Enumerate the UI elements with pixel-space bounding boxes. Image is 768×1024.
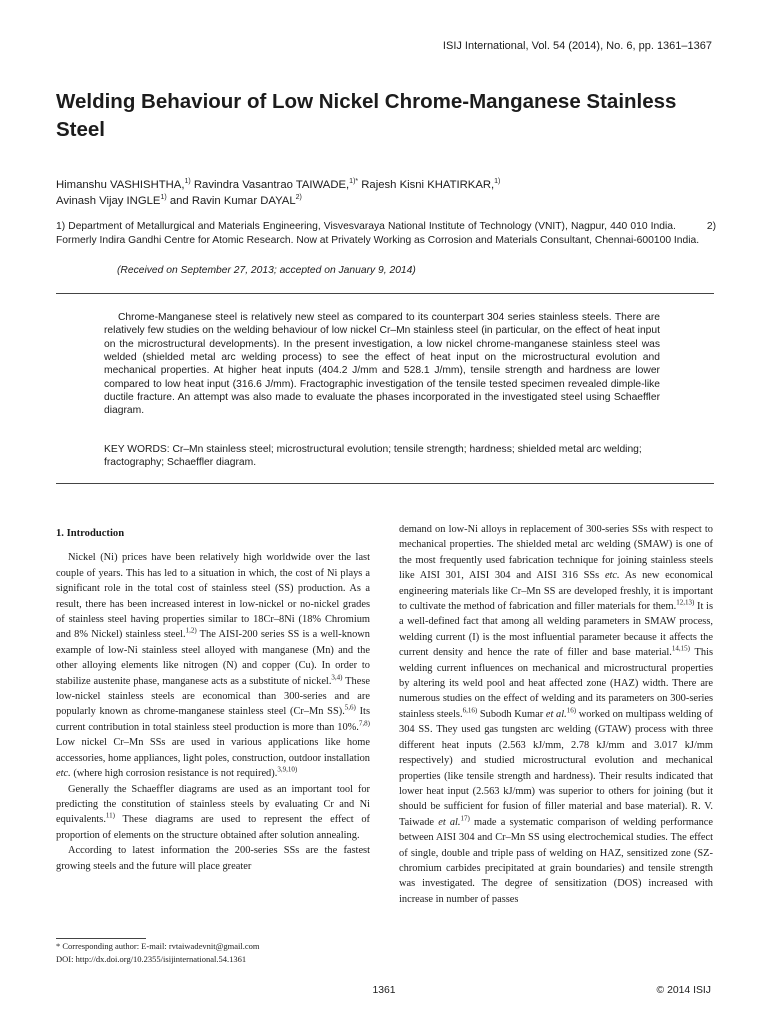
key-words: KEY WORDS: Cr–Mn stainless steel; microstructural evolution; tensile strength; hardness; shielded metal arc welding; fractography; Schaeffler diagram. xyxy=(104,444,642,469)
footnote-rule xyxy=(56,938,146,939)
corresponding-author-note: * Corresponding author: E-mail: rvtaiwadevnit@gmail.com xyxy=(56,941,260,951)
paragraph xyxy=(56,550,370,781)
page-number: 1361 xyxy=(372,985,396,996)
italic-text: etc. xyxy=(56,768,71,780)
paragraph-text: These diagrams are used to represent the effect of proportion of elements on the structure obtained after solution annealing. xyxy=(56,814,370,841)
abstract-bottom-rule xyxy=(56,483,714,484)
left-column xyxy=(56,522,370,874)
paragraph-text: The AISI-200 series SS is a well-known example of low-Ni stainless steel alloyed with manganese (Mn) and the other alloying elements like nitrogen (N) and copper (Cu). In order to stabilize austenite phase, manganese acts as a substitute of nickel. xyxy=(56,629,371,687)
citation: 17) xyxy=(460,814,470,823)
affiliation-mark: 1)* xyxy=(349,178,359,186)
author-name: and Ravin Kumar DAYAL xyxy=(166,195,296,207)
received-dates: (Received on September 27, 2013; accepted on January 9, 2014) xyxy=(117,265,416,276)
paragraph-text: Nickel (Ni) prices have been relatively high worldwide over the last couple of years. This has led to a situation in which, the cost of Ni plays a significant role in the total cost of stainless steel (SS) production. As a result, there has been increased interest in low-nickel or no-nickel grades of stainless steel having properties similar to 18Cr–8Ni (18% Chromium and 8% Nickel) stainless steel. xyxy=(56,552,370,641)
paragraph-text: Generally the Schaeffler diagrams are used as an important tool for predicting the constitution of stainless steels by evaluating Cr and Ni equivalents. xyxy=(56,783,370,826)
paragraph-text: made a systematic comparison of welding performance between AISI 304 and Cr–Mn SS using electrochemical studies. The effect of single, double and triple pass of welding on HAZ, sensitized zone (SZ-chromium carbides precipitated at grain boundaries) and tensile strength was investigated. The degree of sensitization (DOS) increased with increase in number of passes xyxy=(399,816,714,905)
paper-title: Welding Behaviour of Low Nickel Chrome-Manganese Stainless Steel xyxy=(56,90,677,141)
section-heading-introduction: 1. Introduction xyxy=(56,528,125,539)
citation: 3,9,10) xyxy=(277,765,298,774)
paragraph xyxy=(56,782,370,844)
abstract: Chrome-Manganese steel is relatively new steel as compared to its counterpart 304 series stainless steels. There are relatively few studies on the welding behaviour of low nickel Cr–Mn stainless steel (in particular, on the effect of heat input on the microstructural developments). In the present investigation, a low nickel chrome-manganese stainless steel was welded (shielded metal arc welding process) to see the effect of heat input on the microstructural evolution and mechanical properties. At higher heat inputs (404.2 J/mm and 528.1 J/mm), tensile strength and hardness are lower compared to low heat input (316.6 J/mm). Fractographic investigation of the tensile tested specimen revealed dimple-like ductile fracture. An attempt was also made to evaluate the phases incorporated in the investigated steel using Schaeffler diagram. xyxy=(104,312,660,417)
affiliation-mark: 1) xyxy=(494,178,501,186)
citation: 6,16) xyxy=(462,706,478,715)
italic-text: etc. xyxy=(604,570,620,582)
footnotes xyxy=(56,940,370,966)
author-list xyxy=(56,177,716,209)
affiliation-mark: 1) xyxy=(184,178,191,186)
citation: 12,13) xyxy=(676,598,695,607)
paragraph-text: Subodh Kumar xyxy=(477,708,546,720)
citation: 16) xyxy=(566,706,577,715)
italic-text: et al. xyxy=(545,708,567,720)
abstract-top-rule xyxy=(56,293,714,294)
citation: 5,6) xyxy=(344,704,356,712)
author-name: Himanshu VASHISHTHA, xyxy=(56,179,185,191)
paragraph-text: This welding current influences on mechanical and microstructural properties by altering its weld pool and heat affected zone (HAZ) width. There are numerous studies on the effect of welding and its parameters on 300-series stainless steels. xyxy=(399,647,714,720)
paragraph-text: worked on multipass welding of 304 SS. They used gas tungsten arc welding (GTAW) process with three different heat inputs (2.563 kJ/mm, 2.78 kJ/mm and 3.017 kJ/mm respectively) and studied microstructural evolution and mechanical properties (like tensile strength and hardness). Their results indicated that lower heat input (2.563 kJ/mm) was superior to others for joining (but it should be sufficient for fusion of filler material and base material). R. V. Taiwade xyxy=(399,708,713,828)
paragraph-text: As new economical engineering materials like Cr–Mn SS are developed freshly, it is important to cultivate the method of fabrication and filler materials for them. xyxy=(399,570,713,613)
paragraph-text: Low nickel Cr–Mn SSs are used in various applications like home accessories, home appliances, light poles, construction, outdoor installation xyxy=(56,737,370,764)
paragraph: According to latest information the 200-series SSs are the fastest growing steels and the future will place greater xyxy=(56,845,370,872)
citation: 3,4) xyxy=(331,673,343,682)
paragraph-text: (where high corrosion resistance is not required). xyxy=(70,768,278,780)
doi-note: DOI: http://dx.doi.org/10.2355/isijinternational.54.1361 xyxy=(56,954,247,964)
copyright: © 2014 ISIJ xyxy=(656,985,711,996)
journal-reference: ISIJ International, Vol. 54 (2014), No. 6, pp. 1361–1367 xyxy=(442,40,712,52)
author-name: Ravindra Vasantrao TAIWADE, xyxy=(190,179,350,191)
citation: 1,2) xyxy=(185,626,197,635)
italic-text: et al. xyxy=(438,816,461,828)
affiliations: 1) Department of Metallurgical and Materials Engineering, Visvesvaraya National Institute of Technology (VNIT), Nagpur, 440 010 India. 2) Formerly Indira Gandhi Centre for Atomic Research. Now at Privately Working as Corrosion and Materials Consultant, Chennai-600100 India. xyxy=(56,221,719,247)
paragraph xyxy=(399,522,713,907)
citation: 7,8) xyxy=(358,719,370,728)
paragraph-text: These low-nickel stainless steels are economical than 300-series and are popularly known as chrome-manganese stainless steel (Cr–Mn SS). xyxy=(56,675,370,718)
paragraph-text: It is a well-defined fact that among all welding parameters in SMAW process, welding current (I) is the most influential parameter because it affects the current density and hence the rate of filler and base material. xyxy=(399,601,713,659)
right-column xyxy=(399,522,713,907)
paragraph-text: Its current contribution in total stainless steel production is more than 10%. xyxy=(56,706,370,733)
affiliation-mark: 2) xyxy=(295,194,302,202)
citation: 14,15) xyxy=(671,644,691,653)
paragraph-text: demand on low-Ni alloys in replacement of 300-series SSs with respect to mechanical properties. The shielded metal arc welding (SMAW) is one of the most frequently used fabrication technique for joining stainless steels like AISI 301, AISI 304 and AISI 316 SSs xyxy=(399,524,713,582)
author-name: Avinash Vijay INGLE xyxy=(56,195,161,207)
affiliation-mark: 1) xyxy=(160,194,167,202)
citation: 11) xyxy=(105,811,115,820)
author-name: Rajesh Kisni KHATIRKAR, xyxy=(358,179,495,191)
